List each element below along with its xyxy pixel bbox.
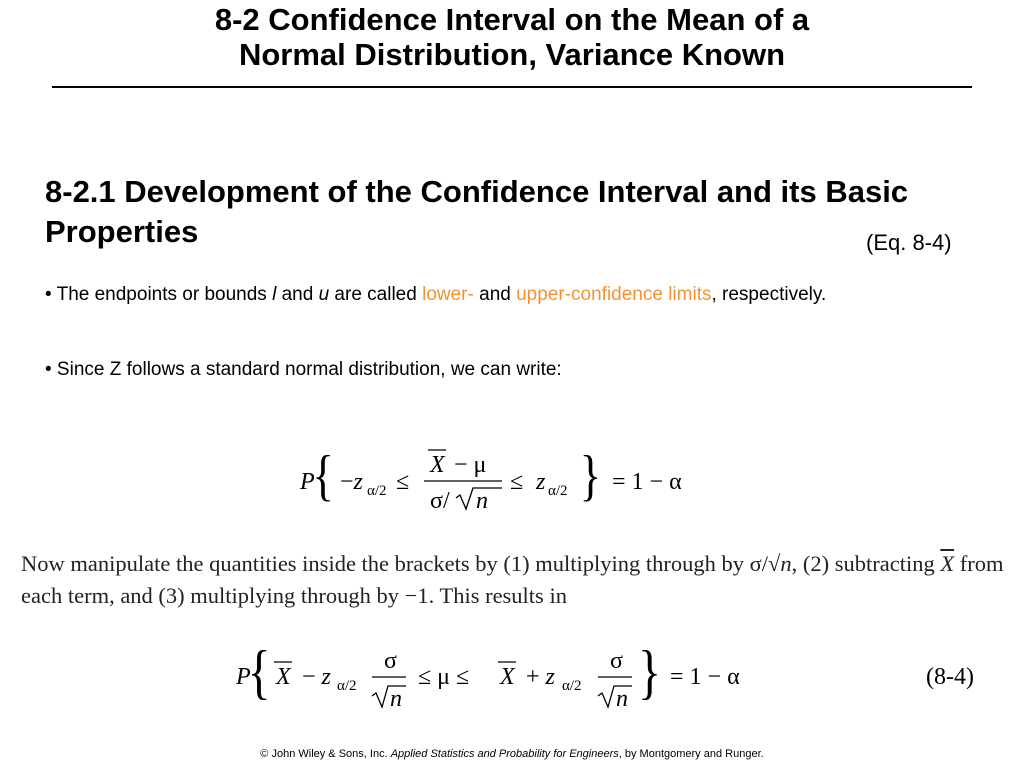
svg-text:X: X xyxy=(276,664,291,690)
svg-text:z: z xyxy=(536,469,546,495)
title-underline xyxy=(52,86,972,88)
footer-citation xyxy=(0,748,1024,760)
svg-text:{: { xyxy=(247,640,271,706)
svg-text:− z: − z xyxy=(302,664,331,690)
bullet-text: are called xyxy=(329,284,423,305)
bullet-text: , respectively. xyxy=(711,284,827,305)
svg-text:α/2: α/2 xyxy=(548,483,568,499)
paragraph-text: , (2) subtracting xyxy=(791,551,941,576)
bullet-standard-normal: • Since Z follows a standard normal distribution, we can write: xyxy=(45,359,562,380)
svg-text:P: P xyxy=(300,469,315,495)
svg-text:+ z: + z xyxy=(526,664,555,690)
svg-text:σ: σ xyxy=(610,648,623,674)
section-heading-line-1: 8-2.1 Development of the Confidence Interval and its Basic xyxy=(45,174,909,209)
svg-text:α/2: α/2 xyxy=(367,483,387,499)
svg-text:≤ μ ≤: ≤ μ ≤ xyxy=(418,664,470,690)
confidence-interval-equation xyxy=(230,640,990,720)
title-line-1: 8-2 Confidence Interval on the Mean of a xyxy=(214,2,810,37)
manipulation-paragraph xyxy=(21,548,1011,612)
equation-number: (8-4) xyxy=(926,664,974,690)
svg-text:n: n xyxy=(616,686,628,712)
bullet-endpoints xyxy=(45,280,965,310)
svg-text:X: X xyxy=(430,452,445,478)
paragraph-text: Now manipulate the quantities inside the brackets by (1) multiplying through by xyxy=(21,551,750,576)
bullet-text: • The endpoints or bounds xyxy=(45,284,273,305)
x-bar-symbol: $\overline{X}$ xyxy=(940,551,955,576)
svg-text:α/2: α/2 xyxy=(562,678,582,694)
svg-text:n: n xyxy=(476,488,488,514)
equation-reference: (Eq. 8-4) xyxy=(866,230,952,255)
l-symbol: l xyxy=(272,284,277,305)
svg-text:≤: ≤ xyxy=(510,469,524,495)
svg-text:}: } xyxy=(638,640,662,706)
svg-text:− μ: − μ xyxy=(454,452,487,478)
svg-text:{: { xyxy=(312,444,334,507)
svg-text:= 1 − α: = 1 − α xyxy=(612,469,682,495)
sigma-over-sqrt-n: σ/√n xyxy=(749,551,792,576)
svg-text:α/2: α/2 xyxy=(337,678,357,694)
svg-text:−z: −z xyxy=(340,469,363,495)
footer-authors: , by Montgomery and Runger. xyxy=(618,748,764,760)
section-heading-line-2: Properties xyxy=(45,214,199,249)
svg-text:P: P xyxy=(236,664,251,690)
svg-text:X: X xyxy=(500,664,515,690)
svg-text:}: } xyxy=(579,444,602,507)
u-symbol: u xyxy=(318,284,330,305)
svg-text:= 1 − α: = 1 − α xyxy=(670,664,740,690)
upper-limit-term: upper-confidence limits xyxy=(516,284,712,305)
svg-text:σ/: σ/ xyxy=(430,488,450,514)
bullet-text: and xyxy=(276,284,319,305)
footer-book-title: Applied Statistics and Probability for Engineers xyxy=(390,748,619,760)
svg-text:≤: ≤ xyxy=(396,469,410,495)
lower-limit-term: lower- xyxy=(422,284,474,305)
title-line-2: Normal Distribution, Variance Known xyxy=(238,37,786,72)
svg-text:n: n xyxy=(390,686,402,712)
svg-text:σ: σ xyxy=(384,648,397,674)
footer-copyright: © John Wiley & Sons, Inc. xyxy=(260,748,391,760)
bullet-text: and xyxy=(473,284,517,305)
probability-equation xyxy=(290,438,720,518)
paragraph-text: from each term, and (3) multiplying through by −1. This results in xyxy=(21,551,1004,608)
slide-title xyxy=(0,2,1024,72)
